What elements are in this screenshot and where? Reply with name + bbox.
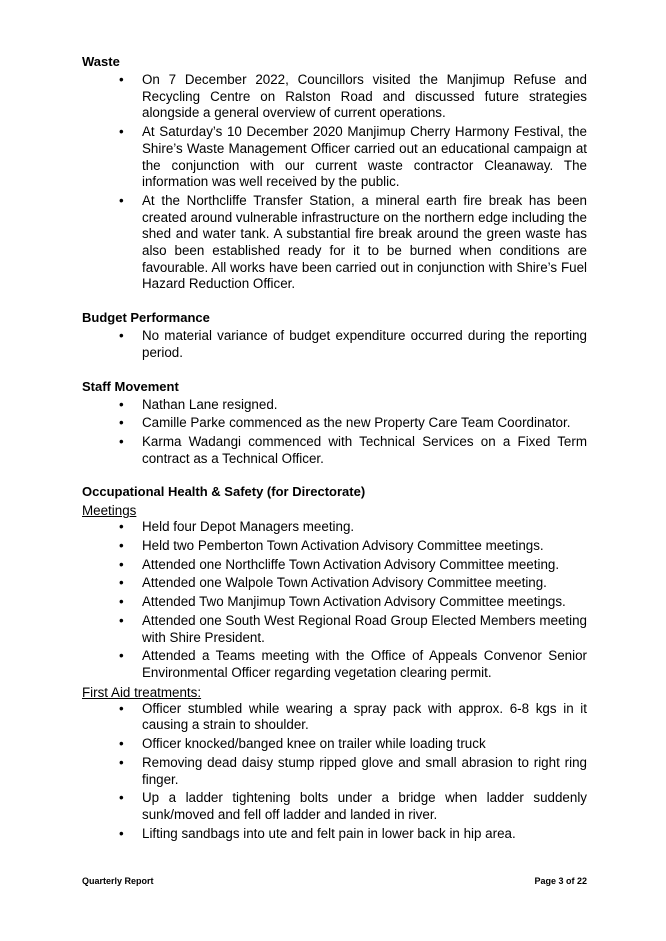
- list-item: • At Saturday’s 10 December 2020 Manjimup Cherry Harmony Festival, the Shire’s Waste Management Officer carried out an educational campaign at the conjunction with our current waste contractor Cleanaway. The information was well received by the public.: [142, 124, 587, 191]
- list-item: • Officer stumbled while wearing a spray pack with approx. 6-8 kgs in it causing a strain to shoulder.: [142, 701, 587, 734]
- meetings-subheading: Meetings: [82, 503, 137, 519]
- footer-report-title: Quarterly Report: [82, 876, 154, 886]
- budget-heading: Budget Performance: [82, 310, 210, 326]
- document-page: [82, 53, 587, 858]
- list-item: • Held four Depot Managers meeting.: [142, 519, 587, 536]
- staff-list: [82, 397, 587, 468]
- list-item: • Held two Pemberton Town Activation Advisory Committee meetings.: [142, 538, 587, 555]
- meetings-list: [82, 519, 587, 681]
- list-item: • Camille Parke commenced as the new Property Care Team Coordinator.: [142, 415, 587, 432]
- list-item: • Lifting sandbags into ute and felt pain in lower back in hip area.: [142, 826, 587, 843]
- section-budget: [82, 309, 587, 361]
- waste-list: [82, 72, 587, 293]
- list-item: • At the Northcliffe Transfer Station, a mineral earth fire break has been created around vulnerable infrastructure on the northern edge including the shed and water tank. A substantial fire break around the green waste has also been established ready for it to be burned when conditions are favourable. All works have been carried out in conjunction with Shire’s Fuel Hazard Reduction Officer.: [142, 193, 587, 293]
- first-aid-subheading: First Aid treatments:: [82, 684, 202, 700]
- waste-heading: Waste: [82, 54, 120, 69]
- budget-list: [82, 328, 587, 361]
- page-footer: [82, 876, 587, 886]
- list-item: • Removing dead daisy stump ripped glove and small abrasion to right ring finger.: [142, 755, 587, 788]
- list-item: • On 7 December 2022, Councillors visited the Manjimup Refuse and Recycling Centre on Ralston Road and discussed future strategies alongside a general overview of current operations.: [142, 72, 587, 122]
- staff-heading: Staff Movement: [82, 378, 179, 394]
- list-item: • Officer knocked/banged knee on trailer while loading truck: [142, 736, 587, 753]
- list-item: • Attended one Northcliffe Town Activation Advisory Committee meeting.: [142, 557, 587, 574]
- list-item: • Karma Wadangi commenced with Technical Services on a Fixed Term contract as a Technical Officer.: [142, 434, 587, 467]
- footer-page-number: Page 3 of 22: [534, 876, 587, 886]
- list-item: • No material variance of budget expenditure occurred during the reporting period.: [142, 328, 587, 361]
- first-aid-list: [82, 701, 587, 843]
- list-item: • Attended one Walpole Town Activation Advisory Committee meeting.: [142, 575, 587, 592]
- ohs-heading: Occupational Health & Safety (for Directorate): [82, 484, 366, 500]
- list-item: • Nathan Lane resigned.: [142, 397, 587, 414]
- section-ohs: [82, 483, 587, 842]
- section-staff: [82, 378, 587, 468]
- section-waste: [82, 53, 587, 293]
- list-item: • Attended one South West Regional Road Group Elected Members meeting with Shire President.: [142, 613, 587, 646]
- list-item: • Up a ladder tightening bolts under a bridge when ladder suddenly sunk/moved and fell off ladder and landed in river.: [142, 790, 587, 823]
- list-item: • Attended Two Manjimup Town Activation Advisory Committee meetings.: [142, 594, 587, 611]
- list-item: • Attended a Teams meeting with the Office of Appeals Convenor Senior Environmental Officer regarding vegetation clearing permit.: [142, 648, 587, 681]
